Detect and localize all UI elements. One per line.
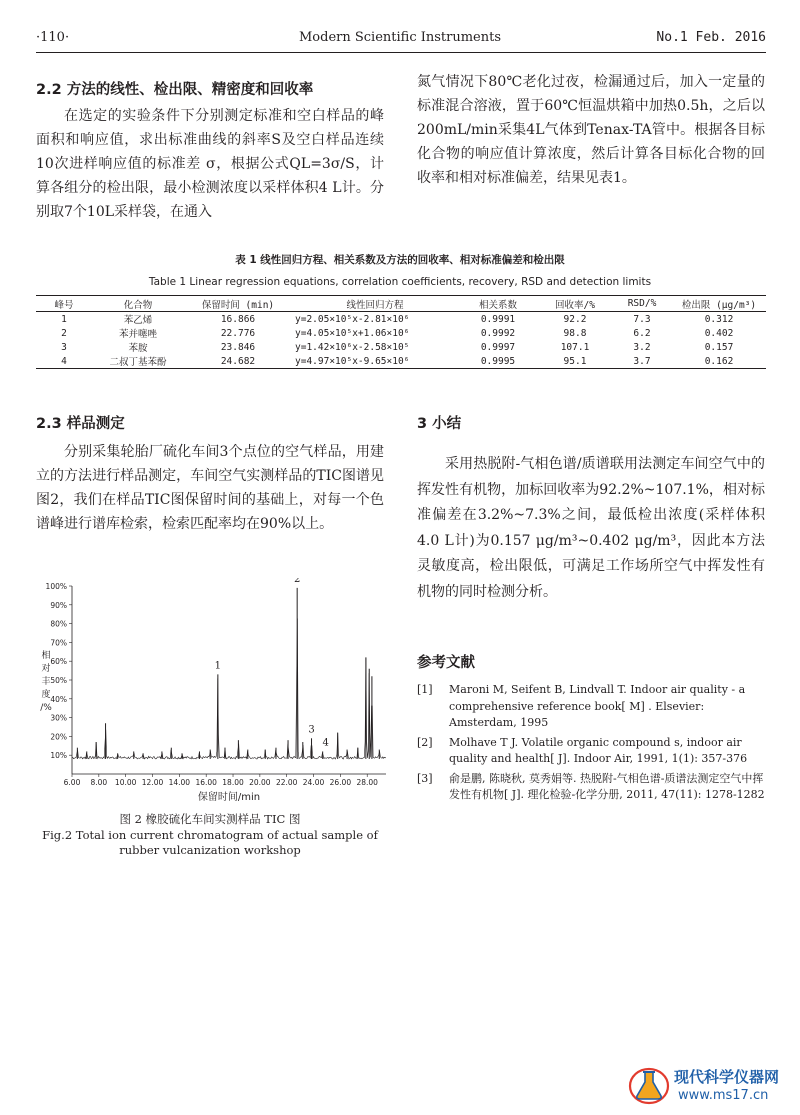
col-detection-limit: 检出限 (μg/m³) [672, 296, 766, 312]
y-axis-label-char: /% [40, 703, 52, 713]
table-cell: 0.9995 [458, 354, 538, 369]
y-tick-label: 80% [50, 619, 67, 629]
table-cell: 3 [61, 341, 67, 353]
table-1-caption-cn: 表 1 线性回归方程、相关系数及方法的回收率、相对标准偏差和检出限 [235, 254, 565, 266]
table-cell: 22.776 [220, 327, 256, 339]
table-cell: 0.157 [704, 341, 734, 353]
y-tick-label: 10% [50, 751, 67, 761]
x-tick-label: 8.00 [90, 778, 108, 787]
table-1 [36, 295, 766, 369]
section-2-2-continued: 氮气情况下80℃老化过夜，检漏通过后，加入一定量的标准混合溶液，置于60℃恒温烘箱中加热0.5h，之后以200mL/min采集4L气体到Tenax-TA管中。根据各目标化合物的响应值计算浓度，然后计算各目标化合物的回收率和相对标准偏差，结果见表1。 [417, 74, 765, 186]
x-tick-label: 22.00 [275, 778, 298, 787]
y-tick-label: 40% [50, 694, 67, 704]
table-row [36, 340, 766, 354]
x-tick-label: 18.00 [222, 778, 244, 787]
reference-text: Molhave T J. Volatile organic compound s, indoor air quality and health[ J]. Indoor Air, 1991, 1(1): 357-376 [449, 735, 748, 765]
section-2-2-heading: 2.2 方法的线性、检出限、精密度和回收率 [36, 82, 314, 98]
header-rule [36, 52, 766, 53]
peak-number-label: 2 [293, 578, 301, 585]
y-tick-label: 50% [50, 676, 67, 685]
watermark-url: www.ms17.cn [678, 1088, 769, 1103]
y-tick-label: 20% [50, 732, 67, 742]
x-tick-label: 24.00 [302, 778, 325, 787]
page-number: ·110· [36, 30, 70, 45]
table-1-caption-en: Table 1 Linear regression equations, correlation coefficients, recovery, RSD and detection limits [148, 276, 652, 288]
table-cell: 16.866 [220, 313, 256, 325]
table-cell: 0.9991 [480, 313, 516, 325]
x-axis-label: 保留时间/min [197, 792, 261, 803]
table-cell: 7.3 [633, 313, 651, 325]
x-tick-label: 28.00 [356, 778, 378, 787]
table-cell: 24.682 [184, 354, 292, 369]
x-tick-label: 16.00 [195, 778, 217, 787]
table-row [36, 354, 766, 369]
col-compound: 化合物 [92, 296, 184, 312]
y-tick-label: 60% [50, 657, 67, 667]
x-tick-label: 14.00 [168, 778, 191, 787]
flask-logo-icon [628, 1064, 670, 1106]
col-rsd: RSD/% [612, 296, 672, 312]
table-cell: 6.2 [633, 327, 651, 339]
peak-number-label: 1 [214, 660, 222, 672]
y-tick-label: 90% [50, 600, 67, 610]
reference-number: [3] [417, 771, 433, 785]
reference-item [417, 735, 765, 768]
issue-info: No.1 Feb. 2016 [656, 30, 766, 45]
col-recovery: 回收率/% [538, 296, 612, 312]
x-tick-label: 6.00 [63, 778, 81, 787]
table-row [36, 312, 766, 327]
x-tick-label: 10.00 [114, 778, 137, 787]
table-cell: 0.9997 [480, 341, 516, 353]
y-tick-label: 100% [45, 582, 67, 591]
table-cell: 0.312 [704, 313, 734, 325]
reference-number: [1] [417, 683, 433, 696]
section-2-3-heading: 2.3 样品测定 [36, 416, 125, 432]
peak-number-label: 4 [322, 737, 329, 749]
table-row [36, 326, 766, 340]
table-cell: 98.8 [563, 327, 587, 339]
section-3-heading: 3 小结 [417, 416, 462, 432]
y-tick-label: 30% [50, 713, 67, 723]
table-cell: 3.2 [633, 341, 651, 353]
table-cell: 92.2 [563, 313, 587, 325]
table-cell: 0.402 [704, 327, 734, 339]
col-retention-time: 保留时间 (min) [184, 296, 292, 312]
reference-item [417, 682, 765, 732]
watermark-title: 现代科学仪器网 [674, 1068, 780, 1086]
figure-2-caption-cn: 图 2 橡胶硫化车间实测样品 TIC 图 [119, 812, 301, 826]
table-cell: 2 [61, 327, 67, 339]
table-header-row [36, 296, 766, 312]
section-2-3-text: 分别采集轮胎厂硫化车间3个点位的空气样品，用建立的方法进行样品测定，车间空气实测样品的TIC图谱见图2，我们在样品TIC图保留时间的基础上，对每一个色谱峰进行谱库检索，检索匹配率均在90%以上。 [36, 444, 384, 532]
section-2-2-text: 在选定的实验条件下分别测定标准和空白样品的峰面积和响应值，求出标准曲线的斜率S及空白样品连续10次进样响应值的标准差 σ，根据公式QL=3σ/S，计算各组分的检出限，最小检测浓度以采样体积4 L计。分别取7个10L采样袋，在通入 [36, 108, 384, 220]
table-cell: 苯并噻唑 [118, 329, 157, 340]
col-regression: 线性回归方程 [292, 296, 458, 312]
journal-title: Modern Scientific Instruments [298, 30, 502, 45]
table-cell: 95.1 [538, 354, 612, 369]
col-peak-no: 峰号 [36, 296, 92, 312]
tic-baseline-trace [72, 619, 386, 760]
references-heading: 参考文献 [417, 655, 475, 671]
reference-text: Maroni M, Seifent B, Lindvall T. Indoor air quality - a comprehensive reference book[ M] . Elsevier: Amsterdam, 1995 [449, 683, 746, 729]
figure-2 [36, 578, 396, 808]
reference-list [417, 682, 765, 807]
y-axis-label-char: 度 [41, 690, 51, 700]
section-3-text: 采用热脱附-气相色谱/质谱联用法测定车间空气中的挥发性有机物，加标回收率为92.2%~107.1%，相对标准偏差在3.2%~7.3%之间，最低检出浓度(采样体积4.0 L计)为0.157 μg/m³~0.402 μg/m³，因此本方法灵敏度高，检出限低，可满足工作场所空气中挥发性有机物的同时检测分析。 [417, 456, 765, 600]
peak-number-label: 3 [308, 724, 315, 736]
reference-text: 俞是鹏, 陈晓秋, 莫秀娟等. 热脱附-气相色谱-质谱法测定空气中挥发性有机物[ J]. 理化检验-化学分册, 2011, 47(11): 1278-1282 [449, 771, 765, 801]
x-tick-label: 26.00 [329, 778, 352, 787]
table-cell: y=4.05×10⁵x+1.06×10⁶ [295, 327, 410, 339]
figure-2-caption-en: Fig.2 Total ion current chromatogram of actual sample of rubber vulcanization workshop [42, 828, 378, 857]
y-axis-label-char: 对 [41, 664, 51, 674]
table-cell: 4 [36, 354, 92, 369]
table-cell: y=2.05×10⁵x-2.81×10⁶ [295, 313, 410, 325]
table-cell: 0.9992 [480, 327, 516, 339]
table-cell: y=4.97×10⁵x-9.65×10⁶ [292, 354, 458, 369]
y-tick-label: 70% [50, 638, 67, 648]
reference-number: [2] [417, 735, 433, 749]
site-watermark [628, 1062, 788, 1108]
table-cell: 0.162 [672, 354, 766, 369]
table-cell: y=1.42×10⁶x-2.58×10⁵ [295, 341, 410, 353]
table-cell: 二叔丁基苯酚 [92, 354, 184, 369]
tic-chromatogram-chart [36, 578, 396, 808]
table-cell: 苯胺 [128, 343, 148, 354]
reference-item [417, 771, 765, 804]
table-cell: 1 [61, 313, 67, 325]
x-tick-label: 12.00 [141, 778, 164, 787]
table-cell: 苯乙烯 [123, 315, 153, 326]
table-cell: 3.7 [612, 354, 672, 369]
y-axis-label-char: 丰 [41, 677, 51, 687]
table-cell: 23.846 [220, 341, 256, 353]
x-tick-label: 20.00 [249, 778, 271, 787]
col-correlation: 相关系数 [458, 296, 538, 312]
table-cell: 107.1 [560, 341, 590, 353]
y-axis-label-char: 相 [41, 651, 51, 661]
